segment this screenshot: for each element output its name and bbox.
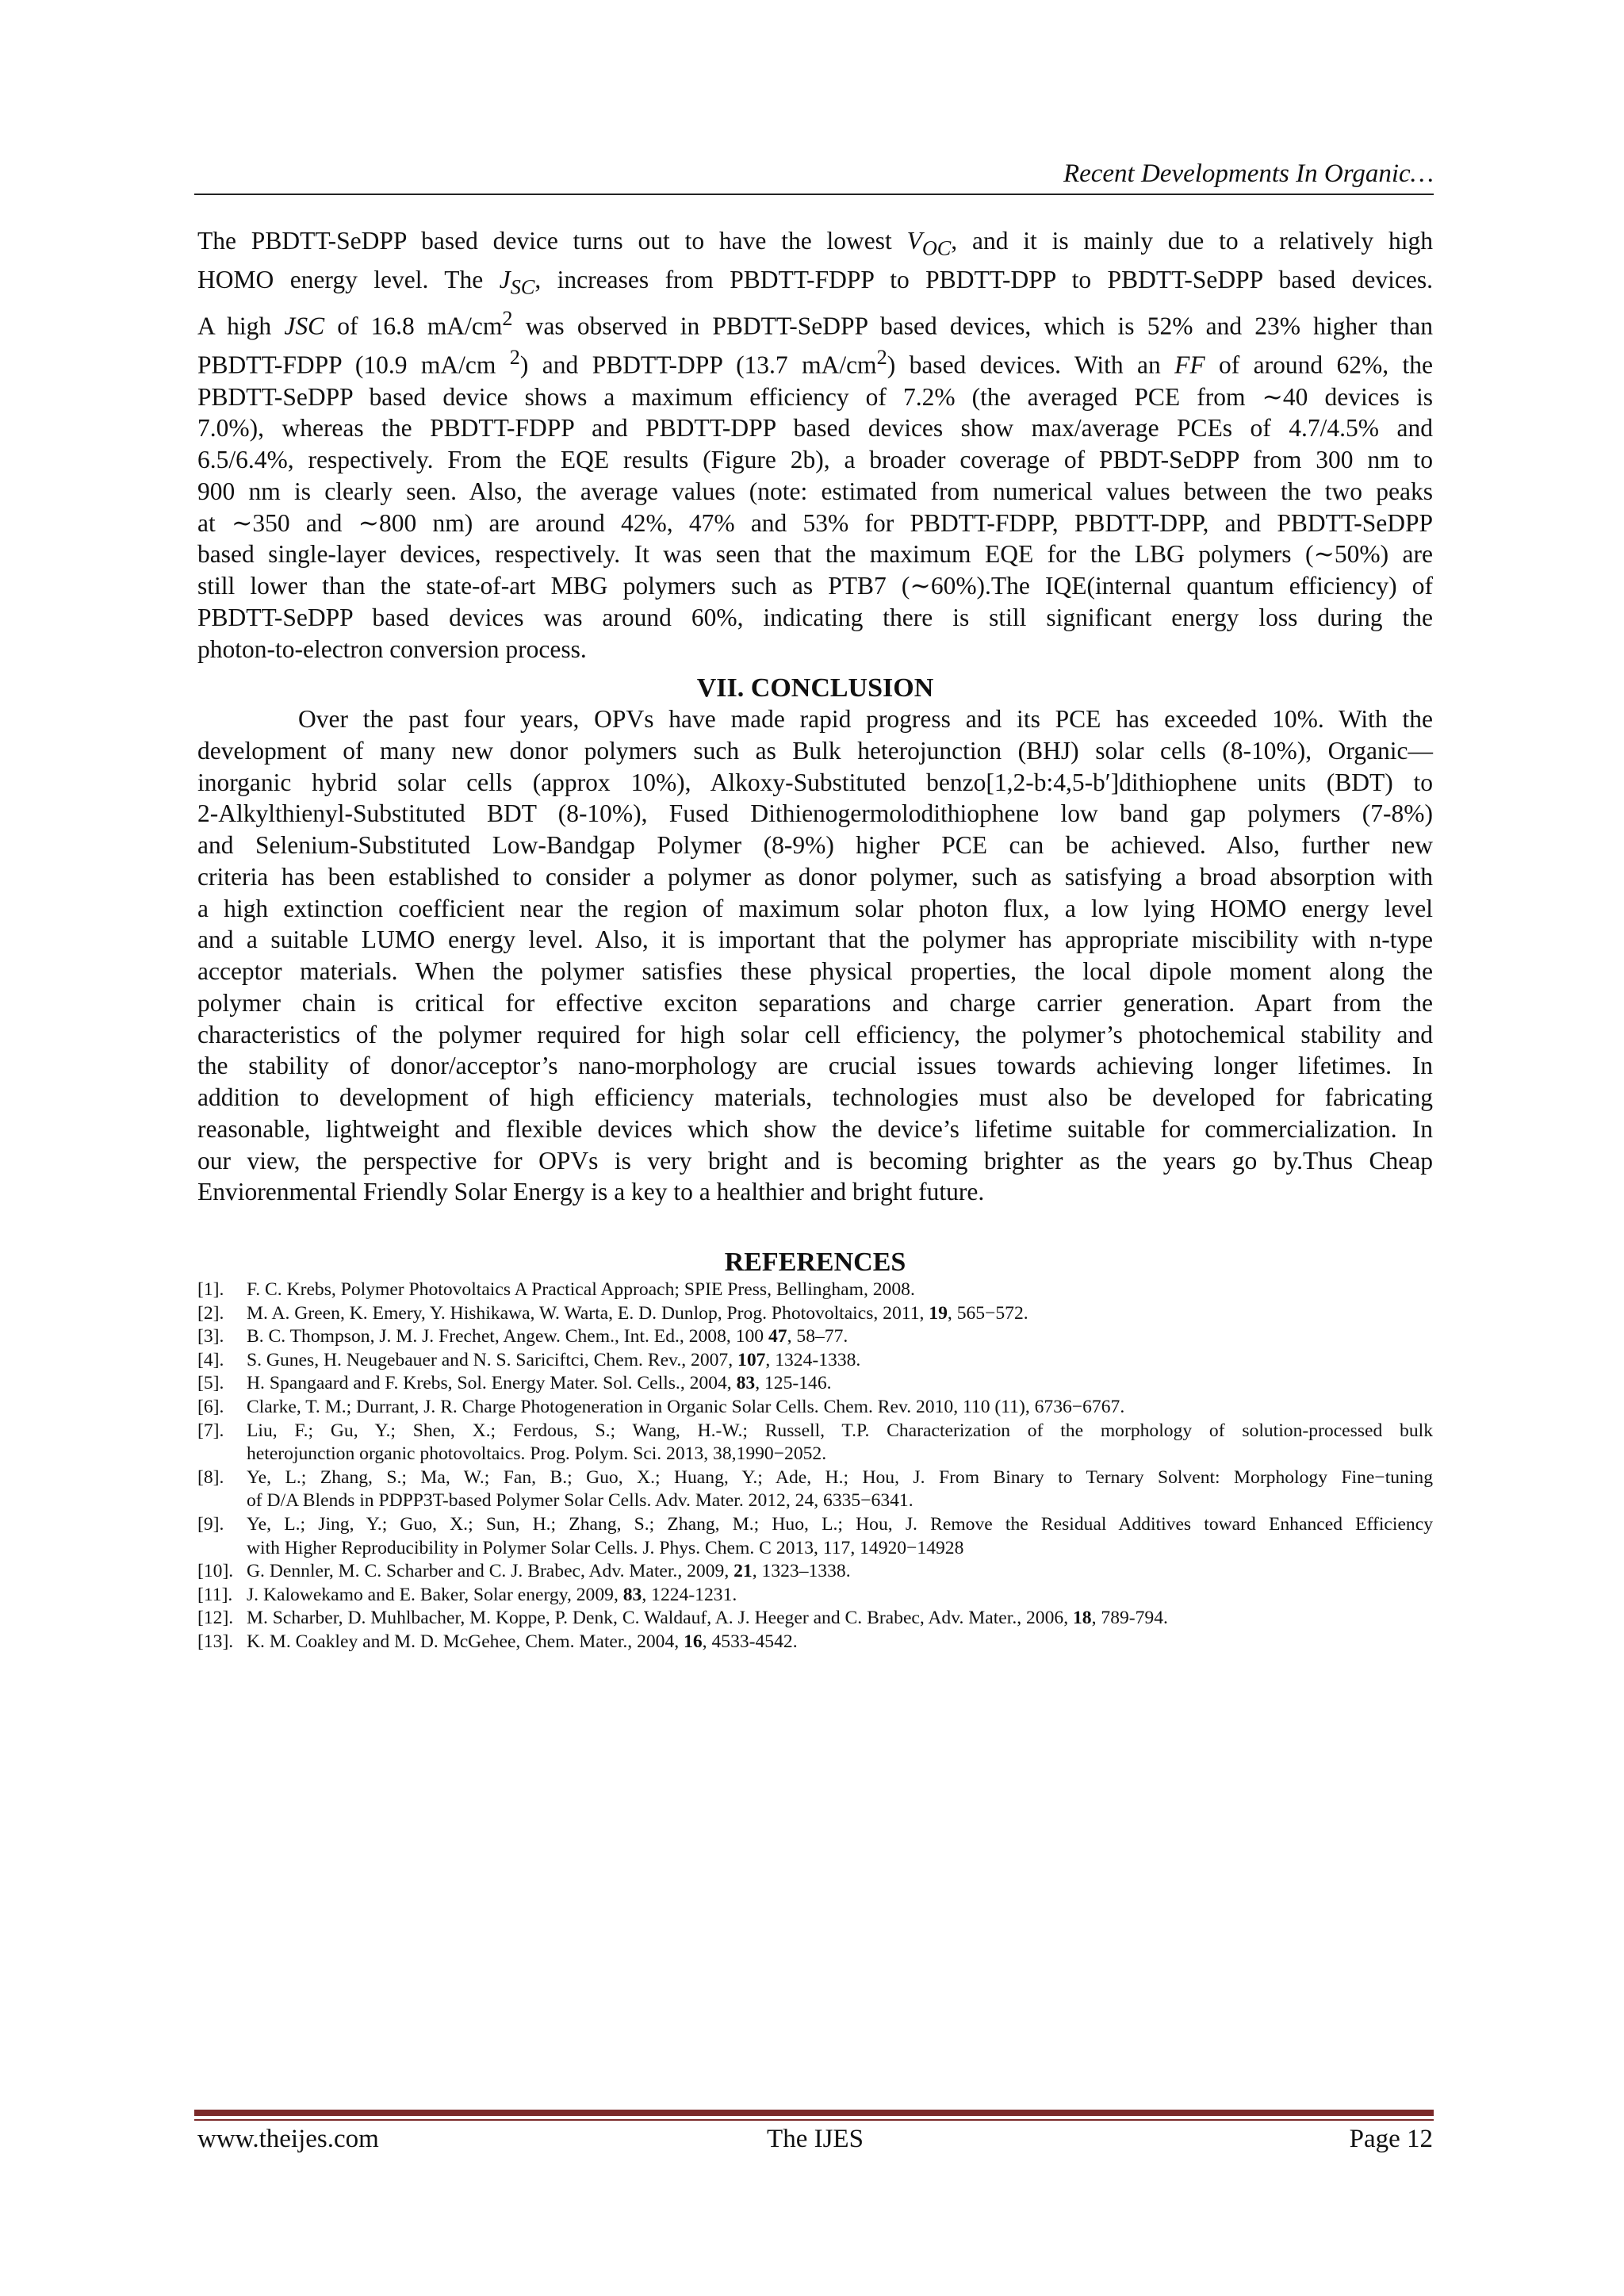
reference-text: Ye, L.; Zhang, S.; Ma, W.; Fan, B.; Guo, X.; Huang, Y.; Ade, H.; Hou, J. From Binary to Ternary Solvent: Morphology Fine−tuning [247, 1466, 1433, 1488]
text-line: and Selenium-Substituted Low-Bandgap Polymer (8-9%) higher PCE can be achieved. Also, further new [197, 831, 1433, 859]
reference-text: of D/A Blends in PDPP3T-based Polymer Solar Cells. Adv. Mater. 2012, 24, 6335−6341. [247, 1490, 914, 1512]
reference-item [197, 1513, 1433, 1560]
reference-text: with Higher Reproducibility in Polymer Solar Cells. J. Phys. Chem. C 2013, 117, 14920−14928 [247, 1537, 964, 1558]
reference-item [197, 1302, 1433, 1326]
reference-item [197, 1466, 1433, 1513]
reference-number: [3]. [197, 1326, 224, 1347]
text-line: PBDTT-SeDPP based device shows a maximum efficiency of 7.2% (the averaged PCE from ∼40 devices is [197, 382, 1433, 411]
reference-item [197, 1420, 1433, 1466]
reference-text: Clarke, T. M.; Durrant, J. R. Charge Photogeneration in Organic Solar Cells. Chem. Rev. 2010, 110 (11), 6736−6767. [247, 1396, 1125, 1417]
reference-number: [4]. [197, 1349, 224, 1370]
text-line: 2-Alkylthienyl-Substituted BDT (8-10%), Fused Dithienogermolodithiophene low band gap polymers (7-8%) [197, 799, 1433, 828]
text-line: PBDTT-FDPP (10.9 mA/cm $^2$) and PBDTT-DPP (13.7 $mA/cm^2$) based devices. With an FF of around 62%, the [197, 346, 1433, 379]
text-line: development of many new donor polymers such as Bulk heterojunction (BHJ) solar cells (8-10%), Organic— [197, 736, 1433, 765]
results-paragraph [197, 225, 1433, 665]
reference-number: [12]. [197, 1608, 234, 1629]
reference-item [197, 1584, 1433, 1608]
reference-number: [2]. [197, 1302, 224, 1324]
reference-text: K. M. Coakley and M. D. McGehee, Chem. Mater., 2004, 16, 4533-4542. [247, 1631, 798, 1652]
text-line: our view, the perspective for OPVs is very bright and is becoming brighter as the years go by.Thus Cheap [197, 1146, 1433, 1175]
text-line: A high JSC of 16.8 $mA/cm^2$ was observed in PBDTT-SeDPP based devices, which is 52% and 23% higher than [197, 307, 1433, 340]
reference-item [197, 1349, 1433, 1373]
reference-text: F. C. Krebs, Polymer Photovoltaics A Practical Approach; SPIE Press, Bellingham, 2008. [247, 1279, 915, 1300]
header-rule [194, 194, 1434, 195]
text-line: HOMO energy level. The $J_{SC}$, increases from PBDTT-FDPP to PBDTT-DPP to PBDTT-SeDPP based devices. [197, 266, 1433, 299]
reference-item [197, 1607, 1433, 1631]
footer-rule-thick [194, 2110, 1434, 2116]
reference-number: [1]. [197, 1279, 224, 1300]
reference-item [197, 1325, 1433, 1349]
reference-number: [7]. [197, 1420, 224, 1441]
reference-text: G. Dennler, M. C. Scharber and C. J. Brabec, Adv. Mater., 2009, 21, 1323–1338. [247, 1561, 851, 1582]
text-line: 7.0%), whereas the PBDTT-FDPP and PBDTT-DPP based devices show max/average PCEs of 4.7/4.5% and [197, 414, 1433, 443]
reference-number: [11]. [197, 1584, 233, 1605]
reference-item [197, 1372, 1433, 1396]
text-line: the stability of donor/acceptor’s nano-morphology are crucial issues towards achieving longer lifetimes. In [197, 1052, 1433, 1080]
text-line: 6.5/6.4%, respectively. From the EQE results (Figure 2b), a broader coverage of PBDT-SeDPP from 300 nm to [197, 446, 1433, 474]
text-line: 900 nm is clearly seen. Also, the average values (note: estimated from numerical values between the two peaks [197, 477, 1433, 505]
text-line: photon-to-electron conversion process. [197, 634, 587, 663]
text-line: still lower than the state-of-art MBG polymers such as PTB7 (∼60%).The IQE(internal quantum efficiency) of [197, 572, 1433, 600]
reference-number: [9]. [197, 1513, 224, 1535]
reference-item [197, 1631, 1433, 1654]
running-head: Recent Developments In Organic… [1063, 159, 1434, 188]
text-line: acceptor materials. When the polymer satisfies these physical properties, the local dipole moment along the [197, 957, 1433, 985]
text-line: at ∼350 and ∼800 nm) are around 42%, 47% and 53% for PBDTT-FDPP, PBDTT-DPP, and PBDTT-SeDPP [197, 508, 1433, 537]
reference-number: [8]. [197, 1466, 224, 1488]
reference-text: B. C. Thompson, J. M. J. Frechet, Angew. Chem., Int. Ed., 2008, 100 47, 58–77. [247, 1326, 848, 1347]
reference-text: heterojunction organic photovoltaics. Prog. Polym. Sci. 2013, 38,1990−2052. [247, 1443, 827, 1465]
text-line: inorganic hybrid solar cells (approx 10%), Alkoxy-Substituted benzo[1,2-b:4,5-b′]dithiophene units (BDT) to [197, 768, 1433, 796]
reference-item [197, 1278, 1433, 1302]
reference-number: [13]. [197, 1631, 234, 1652]
text-line: a high extinction coefficient near the region of maximum solar photon flux, a low lying HOMO energy level [197, 894, 1433, 922]
reference-text: H. Spangaard and F. Krebs, Sol. Energy Mater. Sol. Cells., 2004, 83, 125-146. [247, 1373, 832, 1394]
conclusion-heading: VII. CONCLUSION [696, 673, 934, 703]
text-line: reasonable, lightweight and flexible devices which show the device’s lifetime suitable for commercialization. In [197, 1114, 1433, 1143]
reference-text: M. Scharber, D. Muhlbacher, M. Koppe, P. Denk, C. Waldauf, A. J. Heeger and C. Brabec, Adv. Mater., 2006, 18, 789-794. [247, 1608, 1168, 1629]
reference-text: J. Kalowekamo and E. Baker, Solar energy, 2009, 83, 1224-1231. [247, 1584, 737, 1605]
text-line: criteria has been established to consider a polymer as donor polymer, such as satisfying a broad absorption with [197, 862, 1433, 891]
reference-item [197, 1396, 1433, 1420]
text-line: characteristics of the polymer required for high solar cell efficiency, the polymer’s photochemical stability and [197, 1020, 1433, 1048]
footer-website: www.theijes.com [197, 2125, 379, 2153]
reference-text: M. A. Green, K. Emery, Y. Hishikawa, W. Warta, E. D. Dunlop, Prog. Photovoltaics, 2011, 19, 565−572. [247, 1302, 1028, 1324]
text-line: and a suitable LUMO energy level. Also, it is important that the polymer has appropriate miscibility with n-type [197, 926, 1433, 954]
footer-page-number: Page 12 [1349, 2125, 1433, 2153]
reference-text: Liu, F.; Gu, Y.; Shen, X.; Ferdous, S.; Wang, H.-W.; Russell, T.P. Characterization of the morphology of solution-processed bulk [247, 1420, 1433, 1441]
footer-rule-thin [194, 2119, 1434, 2121]
reference-item [197, 1560, 1433, 1584]
reference-text: S. Gunes, H. Neugebauer and N. S. Sariciftci, Chem. Rev., 2007, 107, 1324-1338. [247, 1349, 861, 1370]
references-heading: REFERENCES [724, 1248, 906, 1277]
text-line: addition to development of high efficiency materials, technologies must also be developed for fabricating [197, 1083, 1433, 1111]
reference-number: [5]. [197, 1373, 224, 1394]
conclusion-paragraph [197, 703, 1433, 1208]
text-line: The PBDTT-SeDPP based device turns out to have the lowest $V_{OC}$, and it is mainly due to a relatively high [197, 227, 1433, 260]
footer-journal: The IJES [767, 2125, 864, 2153]
text-line: based single-layer devices, respectively. It was seen that the maximum EQE for the LBG polymers (∼50%) are [197, 540, 1433, 569]
reference-number: [6]. [197, 1396, 224, 1417]
text-line: Over the past four years, OPVs have made rapid progress and its PCE has exceeded 10%. With the [298, 705, 1433, 733]
reference-number: [10]. [197, 1561, 234, 1582]
text-line: Enviorenmental Friendly Solar Energy is a key to a healthier and bright future. [197, 1178, 985, 1206]
text-line: polymer chain is critical for effective exciton separations and charge carrier generation. Apart from the [197, 988, 1433, 1017]
references-list [197, 1278, 1433, 1654]
reference-text: Ye, L.; Jing, Y.; Guo, X.; Sun, H.; Zhang, S.; Zhang, M.; Huo, L.; Hou, J. Remove the Residual Additives toward Enhanced Efficiency [247, 1513, 1433, 1535]
text-line: PBDTT-SeDPP based devices was around 60%, indicating there is still significant energy loss during the [197, 603, 1433, 631]
